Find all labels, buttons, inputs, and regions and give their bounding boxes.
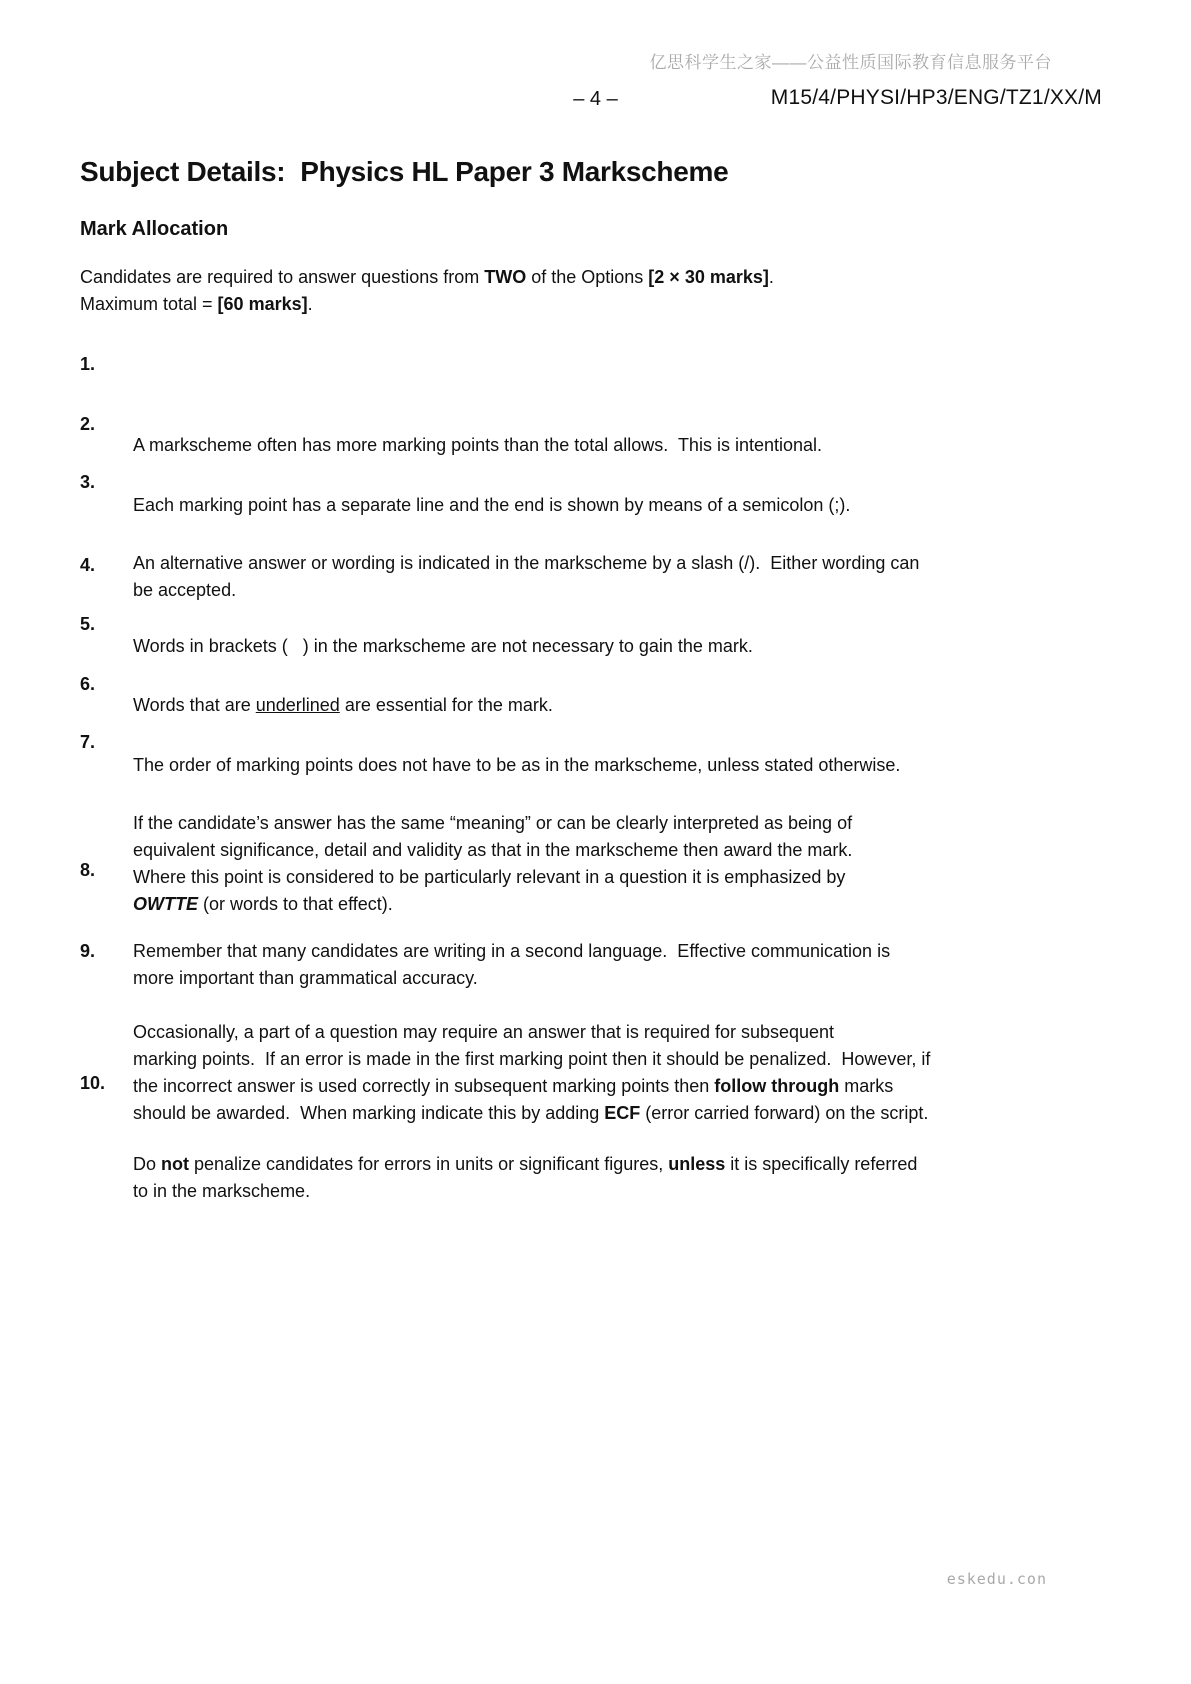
rule-number: 5. <box>80 614 96 634</box>
rule-number: 9. <box>80 941 96 961</box>
rule-text: Remember that many candidates are writing in a second language. Effective communication is more important than grammatical accuracy. <box>133 941 891 988</box>
rule-text: Each marking point has a separate line and the end is shown by means of a semicolon (;). <box>133 495 851 515</box>
exam-code: M15/4/PHYSI/HP3/ENG/TZ1/XX/M <box>770 86 1102 109</box>
rule-text: The order of marking points does not have to be as in the markscheme, unless stated otherwise. <box>133 755 901 775</box>
rule-number: 3. <box>80 472 96 492</box>
rule-number: 1. <box>80 354 96 374</box>
rule-item-10 <box>80 1070 1100 1232</box>
rule-text: Words that are underlined are essential for the mark. <box>133 695 553 715</box>
rule-text: If the candidate’s answer has the same “meaning” or can be clearly interpreted as being of equivalent significance, detail and validity as that in the markscheme then award the mark. Where this point is considered to be particularly relevant in a question it is emphasized by OWTTE (or words to that effect). <box>133 813 853 914</box>
intro-paragraph: Candidates are required to answer questions from TWO of the Options [2 × 30 marks]. Maximum total = [60 marks]. <box>80 267 774 314</box>
page-number: – 4 – <box>573 88 618 110</box>
rule-number: 8. <box>80 860 96 880</box>
rule-text: Words in brackets ( ) in the markscheme are not necessary to gain the mark. <box>133 636 753 656</box>
rule-text: Occasionally, a part of a question may require an answer that is required for subsequent marking points. If an error is made in the first marking point then it should be penalized. However, if the incorrect answer is used correctly in subsequent marking points then follow through marks should be awarded. When marking indicate this by adding ECF (error carried forward) on the script. <box>133 1022 931 1123</box>
page-title: Subject Details: Physics HL Paper 3 Markscheme <box>80 156 729 187</box>
watermark-text: 亿思科学生之家——公益性质国际教育信息服务平台 <box>649 53 1052 72</box>
rule-text: An alternative answer or wording is indicated in the markscheme by a slash (/). Either wording can be accepted. <box>133 553 920 600</box>
rule-text: A markscheme often has more marking points than the total allows. This is intentional. <box>133 435 823 455</box>
section-heading: Mark Allocation <box>80 218 229 240</box>
rule-number: 6. <box>80 674 96 694</box>
rule-number: 10. <box>80 1073 106 1093</box>
rule-number: 7. <box>80 732 96 752</box>
footer-site-label: eskedu.con <box>946 1570 1047 1588</box>
rule-number: 4. <box>80 555 96 575</box>
rule-number: 2. <box>80 414 96 434</box>
rule-text: Do not penalize candidates for errors in units or significant figures, unless it is specifically referred to in the markscheme. <box>133 1154 918 1201</box>
